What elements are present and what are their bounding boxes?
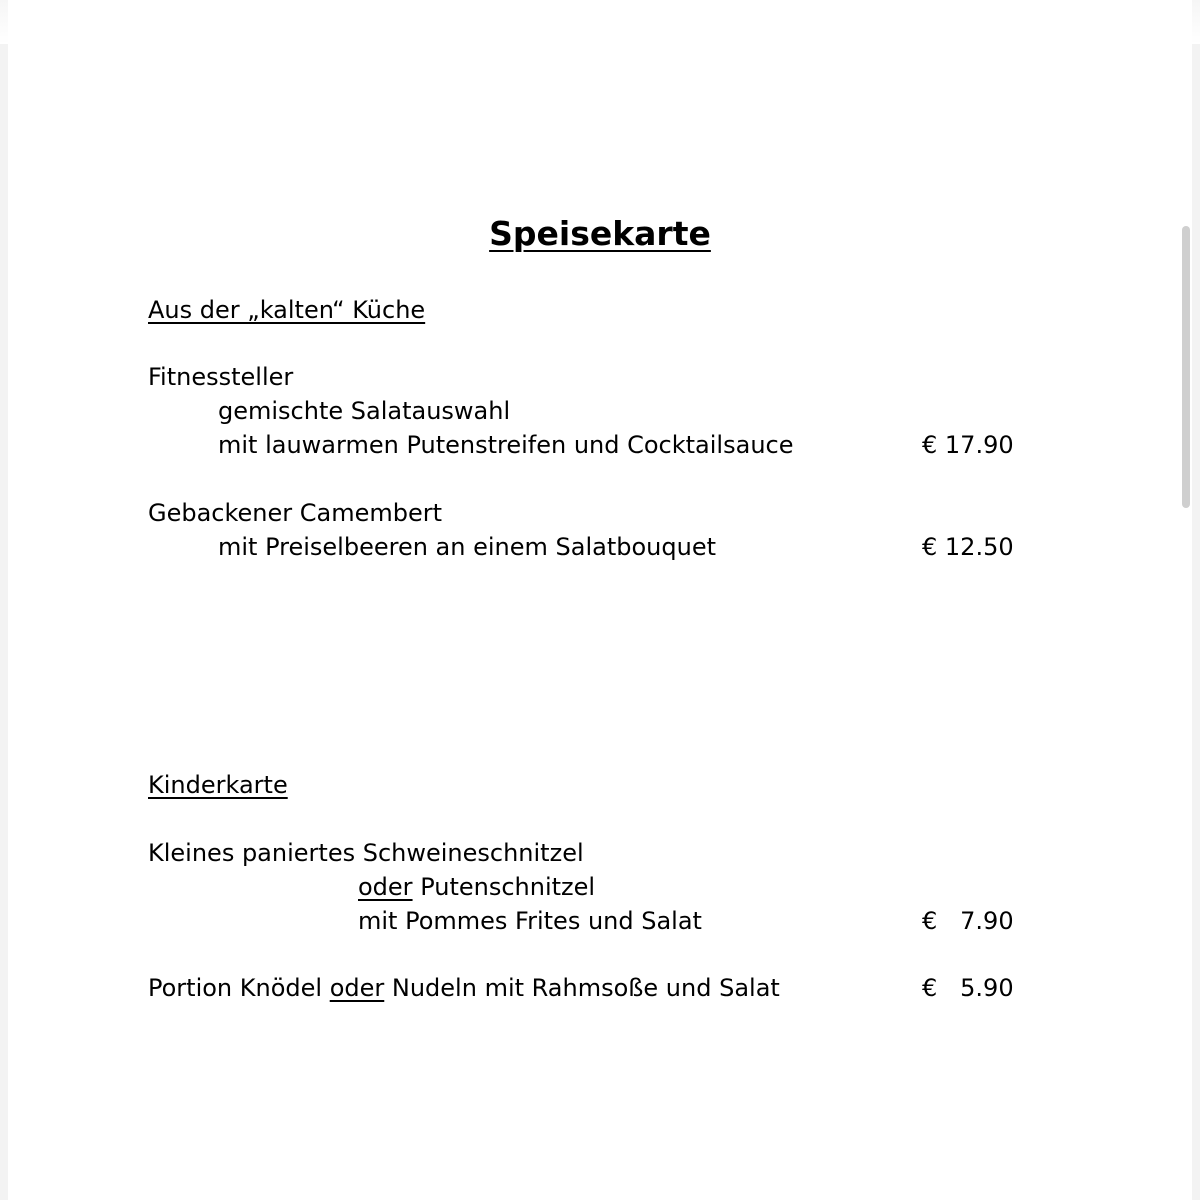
- item-name-fitnessteller: Fitnessteller: [148, 363, 294, 391]
- item-name-camembert: Gebackener Camembert: [148, 499, 443, 527]
- item-desc-line: gemischte Salatauswahl: [218, 397, 511, 425]
- item-name-schnitzel: Kleines paniertes Schweineschnitzel: [148, 839, 584, 867]
- item-desc-line: mit Preiselbeeren an einem Salatbouquet: [218, 533, 716, 561]
- item-price-fitnessteller: € 17.90: [922, 431, 1014, 459]
- item-price-camembert: € 12.50: [922, 533, 1014, 561]
- item-name-knoedel: [148, 973, 780, 1003]
- item-price-knoedel: € 5.90: [922, 974, 1014, 1002]
- section-heading-kinderkarte: Kinderkarte: [148, 771, 288, 799]
- or-word: oder: [329, 974, 385, 1002]
- item-name-part: Nudeln mit Rahmsoße und Salat: [384, 974, 780, 1002]
- item-price-schnitzel: € 7.90: [922, 907, 1014, 935]
- item-desc-line: mit Pommes Frites und Salat: [358, 907, 702, 935]
- item-name-part: Portion Knödel: [148, 974, 330, 1002]
- item-desc-line: [358, 872, 595, 902]
- item-desc-rest: Putenschnitzel: [412, 873, 596, 901]
- section-heading-cold-kitchen: Aus der „kalten“ Küche: [148, 296, 426, 324]
- or-word: oder: [358, 873, 413, 901]
- item-desc-line: mit lauwarmen Putenstreifen und Cocktailsauce: [218, 431, 794, 459]
- scrollbar[interactable]: [1182, 226, 1190, 508]
- menu-page: [8, 0, 1192, 1200]
- page-title: Speisekarte: [489, 214, 711, 253]
